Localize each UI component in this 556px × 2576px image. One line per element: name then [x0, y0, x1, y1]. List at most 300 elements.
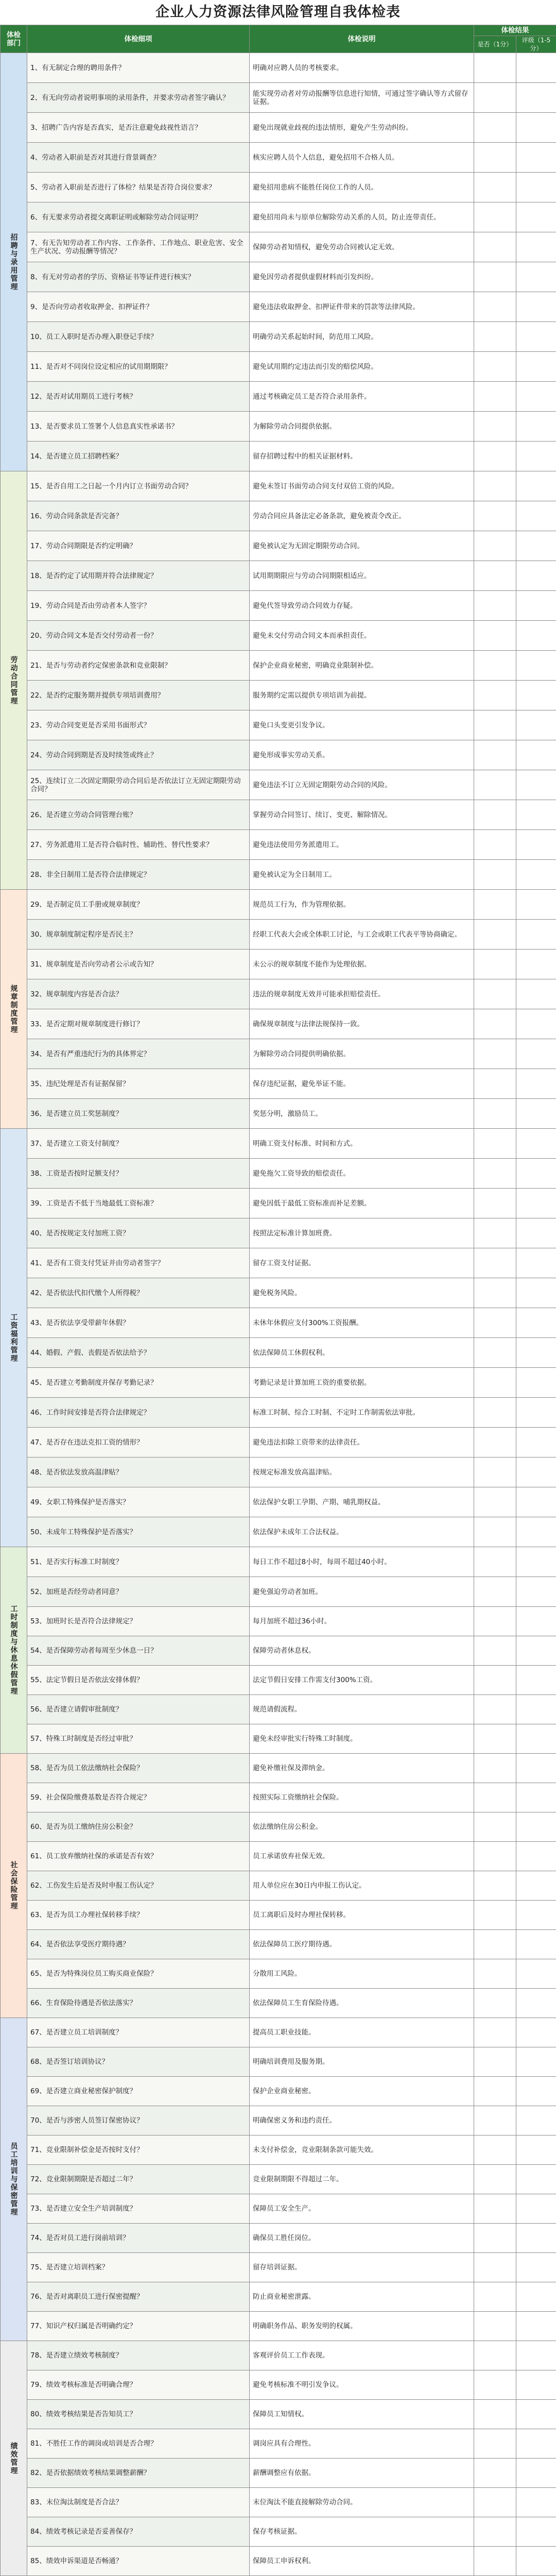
score-yes-cell[interactable]	[474, 531, 516, 561]
score-yes-cell[interactable]	[474, 1069, 516, 1099]
item-content: 11、是否对不同岗位设定相应的试用期期限？	[27, 352, 250, 382]
table-row	[1, 2047, 556, 2077]
table-row	[1, 1547, 556, 1577]
score-yes-cell[interactable]	[474, 2370, 516, 2400]
score-yes-cell[interactable]	[474, 1724, 516, 1754]
score-grade-cell[interactable]	[516, 1959, 556, 1989]
item-content: 28、非全日制用工是否符合法律规定？	[27, 860, 250, 890]
table-row	[1, 1308, 556, 1338]
score-yes-cell[interactable]	[474, 2253, 516, 2282]
table-row	[1, 1754, 556, 1783]
score-yes-cell[interactable]	[474, 1278, 516, 1308]
score-grade-cell[interactable]	[516, 920, 556, 950]
table-row	[1, 143, 556, 173]
item-content: 6、有无要求劳动者提交离职证明或解除劳动合同证明？	[27, 202, 250, 232]
score-grade-cell[interactable]	[516, 1724, 556, 1754]
score-grade-cell[interactable]	[516, 2488, 556, 2517]
item-content: 42、是否依法代扣代缴个人所得税？	[27, 1278, 250, 1308]
score-grade-cell[interactable]	[516, 2194, 556, 2224]
table-row	[1, 1930, 556, 1959]
score-grade-cell[interactable]	[516, 740, 556, 770]
score-yes-cell[interactable]	[474, 292, 516, 322]
score-grade-cell[interactable]	[516, 232, 556, 262]
score-yes-cell[interactable]	[474, 173, 516, 202]
item-risk: 按规定标准发放高温津贴。	[250, 1458, 474, 1487]
score-grade-cell[interactable]	[516, 770, 556, 800]
item-risk: 保障员工安全生产。	[250, 2194, 474, 2224]
score-yes-cell[interactable]	[474, 1368, 516, 1398]
score-yes-cell[interactable]	[474, 1458, 516, 1487]
score-grade-cell[interactable]	[516, 1901, 556, 1930]
score-yes-cell[interactable]	[474, 1783, 516, 1812]
checklist-table	[0, 25, 556, 2576]
item-content: 85、绩效申诉渠道是否畅通？	[27, 2547, 250, 2576]
item-risk: 避免拖欠工资导致的赔偿责任。	[250, 1159, 474, 1189]
table-row	[1, 1783, 556, 1812]
item-content: 40、是否按规定支付加班工资？	[27, 1218, 250, 1248]
score-yes-cell[interactable]	[474, 950, 516, 979]
score-grade-cell[interactable]	[516, 561, 556, 591]
score-grade-cell[interactable]	[516, 2400, 556, 2429]
score-yes-cell[interactable]	[474, 471, 516, 501]
item-content: 55、法定节假日是否依法安排休假？	[27, 1666, 250, 1695]
score-yes-cell[interactable]	[474, 1989, 516, 2018]
score-yes-cell[interactable]	[474, 1009, 516, 1039]
score-grade-cell[interactable]	[516, 292, 556, 322]
item-content: 34、是否有严重违纪行为的具体界定？	[27, 1039, 250, 1069]
table-row	[1, 1607, 556, 1636]
score-yes-cell[interactable]	[474, 2459, 516, 2488]
score-grade-cell[interactable]	[516, 651, 556, 681]
score-grade-cell[interactable]	[516, 710, 556, 740]
score-yes-cell[interactable]	[474, 920, 516, 950]
score-grade-cell[interactable]	[516, 143, 556, 173]
score-grade-cell[interactable]	[516, 860, 556, 890]
score-yes-cell[interactable]	[474, 83, 516, 113]
score-yes-cell[interactable]	[474, 2517, 516, 2547]
item-content: 43、是否依法享受带薪年休假？	[27, 1308, 250, 1338]
score-grade-cell[interactable]	[516, 53, 556, 83]
score-grade-cell[interactable]	[516, 800, 556, 830]
score-grade-cell[interactable]	[516, 621, 556, 651]
score-grade-cell[interactable]	[516, 1487, 556, 1517]
score-yes-cell[interactable]	[474, 113, 516, 143]
score-yes-cell[interactable]	[474, 1959, 516, 1989]
table-row	[1, 2224, 556, 2253]
score-grade-cell[interactable]	[516, 1069, 556, 1099]
score-grade-cell[interactable]	[516, 1989, 556, 2018]
score-yes-cell[interactable]	[474, 830, 516, 860]
score-yes-cell[interactable]	[474, 1189, 516, 1218]
item-risk: 未休年休假应支付300%工资报酬。	[250, 1308, 474, 1338]
item-content: 76、是否对离职员工进行保密提醒？	[27, 2282, 250, 2312]
table-row	[1, 173, 556, 202]
item-risk: 明确工资支付标准、时间和方式。	[250, 1129, 474, 1159]
score-yes-cell[interactable]	[474, 2282, 516, 2312]
item-content: 15、是否自用工之日起一个月内订立书面劳动合同？	[27, 471, 250, 501]
score-yes-cell[interactable]	[474, 1308, 516, 1338]
score-yes-cell[interactable]	[474, 352, 516, 382]
score-yes-cell[interactable]	[474, 800, 516, 830]
score-grade-cell[interactable]	[516, 1039, 556, 1069]
item-risk: 每日工作不超过8小时，每周不超过40小时。	[250, 1547, 474, 1577]
score-grade-cell[interactable]	[516, 1218, 556, 1248]
score-yes-cell[interactable]	[474, 1636, 516, 1666]
score-grade-cell[interactable]	[516, 1099, 556, 1129]
item-content: 44、婚假、产假、丧假是否依法给予？	[27, 1338, 250, 1368]
item-risk: 避免未签订书面劳动合同支付双倍工资的风险。	[250, 471, 474, 501]
score-grade-cell[interactable]	[516, 1159, 556, 1189]
score-grade-cell[interactable]	[516, 1009, 556, 1039]
table-row	[1, 2106, 556, 2136]
score-grade-cell[interactable]	[516, 501, 556, 531]
table-row	[1, 471, 556, 501]
score-yes-cell[interactable]	[474, 262, 516, 292]
score-yes-cell[interactable]	[474, 1218, 516, 1248]
item-risk: 未公示的规章制度不能作为处理依据。	[250, 950, 474, 979]
table-row	[1, 1069, 556, 1099]
score-yes-cell[interactable]	[474, 2400, 516, 2429]
score-yes-cell[interactable]	[474, 2106, 516, 2136]
item-content: 78、是否建立绩效考核制度？	[27, 2341, 250, 2370]
score-grade-cell[interactable]	[516, 442, 556, 471]
item-content: 46、工作时间安排是否符合法律规定？	[27, 1398, 250, 1428]
score-grade-cell[interactable]	[516, 1517, 556, 1547]
table-row	[1, 53, 556, 83]
score-grade-cell[interactable]	[516, 531, 556, 561]
score-yes-cell[interactable]	[474, 442, 516, 471]
item-content: 22、是否约定服务期并提供专项培训费用？	[27, 681, 250, 710]
item-risk: 薪酬调整应有依据。	[250, 2459, 474, 2488]
score-yes-cell[interactable]	[474, 1428, 516, 1458]
score-yes-cell[interactable]	[474, 1338, 516, 1368]
item-content: 60、是否为员工缴纳住房公积金？	[27, 1812, 250, 1842]
score-yes-cell[interactable]	[474, 1487, 516, 1517]
item-risk: 核实应聘人员个人信息，避免招用不合格人员。	[250, 143, 474, 173]
item-risk: 避免考核标准不明引发争议。	[250, 2370, 474, 2400]
item-risk: 避免招用尚未与原单位解除劳动关系的人员，防止连带责任。	[250, 202, 474, 232]
score-grade-cell[interactable]	[516, 1458, 556, 1487]
table-row	[1, 531, 556, 561]
item-risk: 竞业限制期限不得超过二年。	[250, 2165, 474, 2194]
score-grade-cell[interactable]	[516, 2459, 556, 2488]
score-yes-cell[interactable]	[474, 1754, 516, 1783]
item-content: 51、是否实行标准工时制度？	[27, 1547, 250, 1577]
item-content: 39、工资是否不低于当地最低工资标准？	[27, 1189, 250, 1218]
item-risk: 员工承诺放弃社保无效。	[250, 1842, 474, 1871]
checklist-body	[1, 53, 556, 2576]
score-grade-cell[interactable]	[516, 1547, 556, 1577]
score-yes-cell[interactable]	[474, 561, 516, 591]
item-risk: 避免形成事实劳动关系。	[250, 740, 474, 770]
score-yes-cell[interactable]	[474, 2018, 516, 2047]
score-yes-cell[interactable]	[474, 2047, 516, 2077]
item-risk: 避免补缴社保及滞纳金。	[250, 1754, 474, 1783]
score-yes-cell[interactable]	[474, 2429, 516, 2459]
item-risk: 留存招聘过程中的相关证据材料。	[250, 442, 474, 471]
score-yes-cell[interactable]	[474, 1517, 516, 1547]
score-grade-cell[interactable]	[516, 113, 556, 143]
score-yes-cell[interactable]	[474, 681, 516, 710]
item-risk: 未支付补偿金，竞业限制条款可能失效。	[250, 2136, 474, 2165]
item-content: 47、是否存在违法克扣工资的情形？	[27, 1428, 250, 1458]
score-yes-cell[interactable]	[474, 979, 516, 1009]
score-grade-cell[interactable]	[516, 830, 556, 860]
item-content: 52、加班是否经劳动者同意？	[27, 1577, 250, 1607]
score-grade-cell[interactable]	[516, 2547, 556, 2576]
table-row	[1, 2312, 556, 2341]
table-row	[1, 382, 556, 412]
score-yes-cell[interactable]	[474, 1666, 516, 1695]
item-content: 19、劳动合同是否由劳动者本人签字？	[27, 591, 250, 621]
score-yes-cell[interactable]	[474, 1159, 516, 1189]
score-yes-cell[interactable]	[474, 770, 516, 800]
score-grade-cell[interactable]	[516, 1278, 556, 1308]
score-grade-cell[interactable]	[516, 979, 556, 1009]
score-grade-cell[interactable]	[516, 173, 556, 202]
table-row	[1, 1812, 556, 1842]
score-grade-cell[interactable]	[516, 2312, 556, 2341]
section-category: 工资福利管理	[1, 1129, 27, 1547]
table-row	[1, 2341, 556, 2370]
table-row	[1, 1666, 556, 1695]
item-content: 68、是否签订培训协议？	[27, 2047, 250, 2077]
item-risk: 避免口头变更引发争议。	[250, 710, 474, 740]
table-row	[1, 2370, 556, 2400]
score-grade-cell[interactable]	[516, 83, 556, 113]
score-yes-cell[interactable]	[474, 591, 516, 621]
score-grade-cell[interactable]	[516, 681, 556, 710]
item-risk: 确保规章制度与法律法规保持一致。	[250, 1009, 474, 1039]
score-yes-cell[interactable]	[474, 651, 516, 681]
score-grade-cell[interactable]	[516, 1248, 556, 1278]
item-content: 54、是否保障劳动者每周至少休息一日？	[27, 1636, 250, 1666]
item-content: 7、有无告知劳动者工作内容、工作条件、工作地点、职业危害、安全生产状况、劳动报酬等情况？	[27, 232, 250, 262]
score-grade-cell[interactable]	[516, 1871, 556, 1901]
score-yes-cell[interactable]	[474, 1547, 516, 1577]
score-yes-cell[interactable]	[474, 2547, 516, 2576]
score-yes-cell[interactable]	[474, 2136, 516, 2165]
score-grade-cell[interactable]	[516, 471, 556, 501]
score-grade-cell[interactable]	[516, 382, 556, 412]
score-grade-cell[interactable]	[516, 2018, 556, 2047]
item-content: 49、女职工特殊保护是否落实？	[27, 1487, 250, 1517]
score-yes-cell[interactable]	[474, 1871, 516, 1901]
score-grade-cell[interactable]	[516, 2370, 556, 2400]
score-grade-cell[interactable]	[516, 2136, 556, 2165]
item-risk: 违法的规章制度无效并可能承担赔偿责任。	[250, 979, 474, 1009]
item-content: 9、是否向劳动者收取押金、扣押证件？	[27, 292, 250, 322]
score-yes-cell[interactable]	[474, 621, 516, 651]
score-yes-cell[interactable]	[474, 412, 516, 442]
item-risk: 避免代签导致劳动合同效力存疑。	[250, 591, 474, 621]
score-yes-cell[interactable]	[474, 322, 516, 352]
table-row	[1, 442, 556, 471]
score-yes-cell[interactable]	[474, 1248, 516, 1278]
item-risk: 依法保障员工医疗期待遇。	[250, 1930, 474, 1959]
item-risk: 留存培训证据。	[250, 2253, 474, 2282]
score-yes-cell[interactable]	[474, 710, 516, 740]
score-yes-cell[interactable]	[474, 2312, 516, 2341]
item-content: 84、绩效考核记录是否妥善保存？	[27, 2517, 250, 2547]
table-row	[1, 2459, 556, 2488]
item-risk: 避免违法使用劳务派遣用工。	[250, 830, 474, 860]
score-yes-cell[interactable]	[474, 1930, 516, 1959]
score-grade-cell[interactable]	[516, 322, 556, 352]
item-risk: 避免未经审批实行特殊工时制度。	[250, 1724, 474, 1754]
score-grade-cell[interactable]	[516, 1666, 556, 1695]
item-risk: 试用期期限应与劳动合同期限相适应。	[250, 561, 474, 591]
score-yes-cell[interactable]	[474, 2341, 516, 2370]
score-yes-cell[interactable]	[474, 860, 516, 890]
score-grade-cell[interactable]	[516, 1428, 556, 1458]
item-risk: 考勤记录是计算加班工资的重要依据。	[250, 1368, 474, 1398]
score-grade-cell[interactable]	[516, 2106, 556, 2136]
score-yes-cell[interactable]	[474, 1398, 516, 1428]
score-grade-cell[interactable]	[516, 591, 556, 621]
item-risk: 员工离职后及时办理社保转移。	[250, 1901, 474, 1930]
score-grade-cell[interactable]	[516, 2341, 556, 2370]
score-yes-cell[interactable]	[474, 2077, 516, 2106]
table-row	[1, 83, 556, 113]
score-yes-cell[interactable]	[474, 2224, 516, 2253]
table-row	[1, 2429, 556, 2459]
score-yes-cell[interactable]	[474, 1842, 516, 1871]
score-grade-cell[interactable]	[516, 950, 556, 979]
score-yes-cell[interactable]	[474, 2165, 516, 2194]
table-row	[1, 501, 556, 531]
score-yes-cell[interactable]	[474, 382, 516, 412]
score-grade-cell[interactable]	[516, 1842, 556, 1871]
score-grade-cell[interactable]	[516, 1308, 556, 1338]
item-content: 83、末位淘汰制度是否合法？	[27, 2488, 250, 2517]
page-title: 企业人力资源法律风险管理自我体检表	[155, 4, 401, 20]
item-content: 58、是否为员工依法缴纳社会保险？	[27, 1754, 250, 1783]
score-grade-cell[interactable]	[516, 262, 556, 292]
score-grade-cell[interactable]	[516, 2224, 556, 2253]
score-yes-cell[interactable]	[474, 202, 516, 232]
score-grade-cell[interactable]	[516, 2282, 556, 2312]
item-content: 66、生育保险待遇是否依法落实？	[27, 1989, 250, 2018]
item-content: 64、是否依法享受医疗期待遇？	[27, 1930, 250, 1959]
score-grade-cell[interactable]	[516, 1189, 556, 1218]
item-risk: 保护企业商业秘密，明确竞业限制补偿。	[250, 651, 474, 681]
score-yes-cell[interactable]	[474, 1695, 516, 1724]
item-content: 20、劳动合同文本是否交付劳动者一份？	[27, 621, 250, 651]
item-content: 67、是否建立员工培训制度？	[27, 2018, 250, 2047]
score-grade-cell[interactable]	[516, 2077, 556, 2106]
item-risk: 末位淘汰不能直接解除劳动合同。	[250, 2488, 474, 2517]
score-grade-cell[interactable]	[516, 2165, 556, 2194]
score-yes-cell[interactable]	[474, 53, 516, 83]
item-risk: 依法缴纳住房公积金。	[250, 1812, 474, 1842]
score-yes-cell[interactable]	[474, 232, 516, 262]
item-risk: 能实现劳动者对劳动报酬等信息进行知情，可通过签字确认等方式留存证据。	[250, 83, 474, 113]
item-content: 57、特殊工时制度是否经过审批？	[27, 1724, 250, 1754]
table-row	[1, 1218, 556, 1248]
header-score-grade: 评级（1-5分）	[516, 36, 556, 53]
score-grade-cell[interactable]	[516, 1338, 556, 1368]
item-content: 69、是否建立商业秘密保护制度？	[27, 2077, 250, 2106]
score-grade-cell[interactable]	[516, 202, 556, 232]
table-row	[1, 1724, 556, 1754]
score-yes-cell[interactable]	[474, 1039, 516, 1069]
score-grade-cell[interactable]	[516, 1930, 556, 1959]
score-yes-cell[interactable]	[474, 2488, 516, 2517]
item-risk: 掌握劳动合同签订、续订、变更、解除情况。	[250, 800, 474, 830]
score-grade-cell[interactable]	[516, 1368, 556, 1398]
item-risk: 通过考核确定员工是否符合录用条件。	[250, 382, 474, 412]
table-row	[1, 292, 556, 322]
score-yes-cell[interactable]	[474, 1577, 516, 1607]
score-grade-cell[interactable]	[516, 1812, 556, 1842]
score-grade-cell[interactable]	[516, 2517, 556, 2547]
item-content: 10、员工入职时是否办理入职登记手续？	[27, 322, 250, 352]
item-risk: 避免试用期约定违法而引发的赔偿风险。	[250, 352, 474, 382]
score-grade-cell[interactable]	[516, 890, 556, 920]
score-grade-cell[interactable]	[516, 1754, 556, 1783]
table-row	[1, 770, 556, 800]
header-risk: 体检说明	[250, 25, 474, 53]
table-row	[1, 262, 556, 292]
table-row	[1, 1368, 556, 1398]
score-grade-cell[interactable]	[516, 352, 556, 382]
item-content: 81、不胜任工作的调岗或培训是否合理？	[27, 2429, 250, 2459]
item-content: 13、是否要求员工签署个人信息真实性承诺书？	[27, 412, 250, 442]
score-grade-cell[interactable]	[516, 1398, 556, 1428]
item-content: 17、劳动合同期限是否约定明确？	[27, 531, 250, 561]
table-row	[1, 202, 556, 232]
score-grade-cell[interactable]	[516, 2253, 556, 2282]
score-yes-cell[interactable]	[474, 1812, 516, 1842]
item-risk: 确保员工胜任岗位。	[250, 2224, 474, 2253]
score-yes-cell[interactable]	[474, 1901, 516, 1930]
item-content: 12、是否对试用期员工进行考核？	[27, 382, 250, 412]
table-row	[1, 352, 556, 382]
item-content: 65、是否为特殊岗位员工购买商业保险？	[27, 1959, 250, 1989]
score-yes-cell[interactable]	[474, 890, 516, 920]
score-yes-cell[interactable]	[474, 1607, 516, 1636]
score-grade-cell[interactable]	[516, 1636, 556, 1666]
score-grade-cell[interactable]	[516, 1607, 556, 1636]
score-yes-cell[interactable]	[474, 740, 516, 770]
item-content: 23、劳动合同变更是否采用书面形式？	[27, 710, 250, 740]
score-grade-cell[interactable]	[516, 2047, 556, 2077]
item-content: 62、工伤发生后是否及时申报工伤认定？	[27, 1871, 250, 1901]
score-grade-cell[interactable]	[516, 1695, 556, 1724]
score-grade-cell[interactable]	[516, 2429, 556, 2459]
score-grade-cell[interactable]	[516, 1783, 556, 1812]
item-content: 8、有无对劳动者的学历、资格证书等证件进行核实？	[27, 262, 250, 292]
header-score-yes: 是否（1分）	[474, 36, 516, 53]
score-yes-cell[interactable]	[474, 1099, 516, 1129]
table-row	[1, 1278, 556, 1308]
score-yes-cell[interactable]	[474, 1129, 516, 1159]
score-grade-cell[interactable]	[516, 1577, 556, 1607]
score-grade-cell[interactable]	[516, 412, 556, 442]
item-risk: 为解除劳动合同提供依据。	[250, 412, 474, 442]
item-content: 38、工资是否按时足额支付？	[27, 1159, 250, 1189]
score-yes-cell[interactable]	[474, 2194, 516, 2224]
score-yes-cell[interactable]	[474, 143, 516, 173]
table-row	[1, 920, 556, 950]
item-content: 24、劳动合同到期是否及时续签或终止？	[27, 740, 250, 770]
score-grade-cell[interactable]	[516, 1129, 556, 1159]
score-yes-cell[interactable]	[474, 501, 516, 531]
item-content: 82、是否依据绩效考核结果调整薪酬？	[27, 2459, 250, 2488]
table-row	[1, 591, 556, 621]
item-content: 25、连续订立二次固定期限劳动合同后是否依法订立无固定期限劳动合同？	[27, 770, 250, 800]
